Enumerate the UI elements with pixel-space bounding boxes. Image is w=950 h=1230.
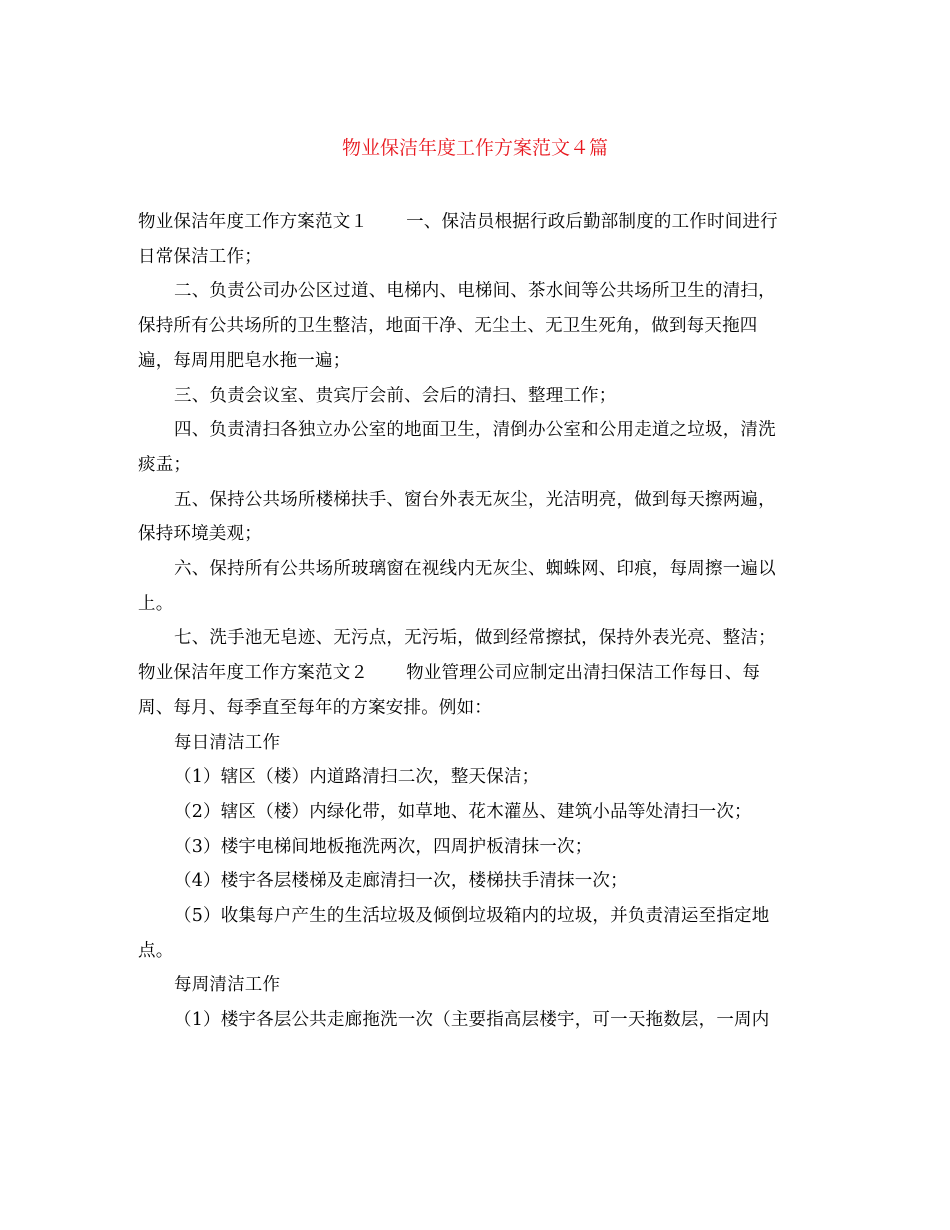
text-line: 三、负责会议室、贵宾厅会前、会后的清扫、整理工作； [174, 385, 617, 406]
paragraph-text: 一、保洁员根据行政后勤部制度的工作时间进行 [406, 212, 778, 232]
section-heading-1: 物业保洁年度工作方案范文１ [138, 212, 369, 232]
text-line: 上。 [138, 593, 174, 614]
text-line: 二、负责公司办公区过道、电梯内、电梯间、茶水间等公共场所卫生的清扫， [174, 281, 776, 302]
text-line: 四、负责清扫各独立办公室的地面卫生，清倒办公室和公用走道之垃圾，清洗 [174, 420, 776, 441]
text-line: 七、洗手池无皂迹、无污点，无污垢，做到经常擦拭，保持外表光亮、整洁； [174, 628, 776, 649]
text-line: 痰盂； [138, 454, 192, 475]
list-item: （5）收集每户产生的生活垃圾及倾倒垃圾箱内的垃圾，并负责清运至指定地 [174, 906, 770, 927]
list-item: （3）楼宇电梯间地板拖洗两次，四周护板清抹一次； [174, 836, 593, 857]
heading-line-1 [138, 205, 814, 240]
text-line: 五、保持公共场所楼梯扶手、窗台外表无灰尘，光洁明亮，做到每天擦两遍， [174, 489, 776, 510]
list-item: （1）楼宇各层公共走廊拖洗一次（主要指高层楼宇，可一天拖数层，一周内 [174, 1010, 770, 1031]
heading-line-2 [138, 656, 814, 691]
text-line: 保持所有公共场所的卫生整洁，地面干净、无尘土、无卫生死角，做到每天拖四 [138, 316, 758, 337]
list-item: （2）辖区（楼）内绿化带，如草地、花木灌丛、建筑小品等处清扫一次； [174, 801, 752, 822]
text-line: 周、每月、每季直至每年的方案安排。例如： [138, 697, 492, 718]
text-line: 遍，每周用肥皂水拖一遍； [138, 350, 351, 371]
text-line: 点。 [138, 940, 174, 961]
list-item: （1）辖区（楼）内道路清扫二次，整天保洁； [174, 767, 540, 788]
text-line: 六、保持所有公共场所玻璃窗在视线内无灰尘、蜘蛛网、印痕，每周擦一遍以 [174, 559, 776, 580]
text-line: 保持环境美观； [138, 524, 262, 545]
paragraph-text: 物业管理公司应制定出清扫保洁工作每日、每 [406, 663, 761, 684]
document-title: 物业保洁年度工作方案范文４篇 [341, 137, 608, 159]
section-heading-2: 物业保洁年度工作方案范文２ [138, 663, 369, 684]
subheading-weekly: 每周清洁工作 [174, 975, 281, 996]
list-item: （4）楼宇各层楼梯及走廊清扫一次，楼梯扶手清抹一次； [174, 871, 628, 892]
subheading-daily: 每日清洁工作 [174, 732, 281, 753]
text-line: 日常保洁工作； [138, 246, 262, 267]
document-body [138, 205, 814, 1038]
